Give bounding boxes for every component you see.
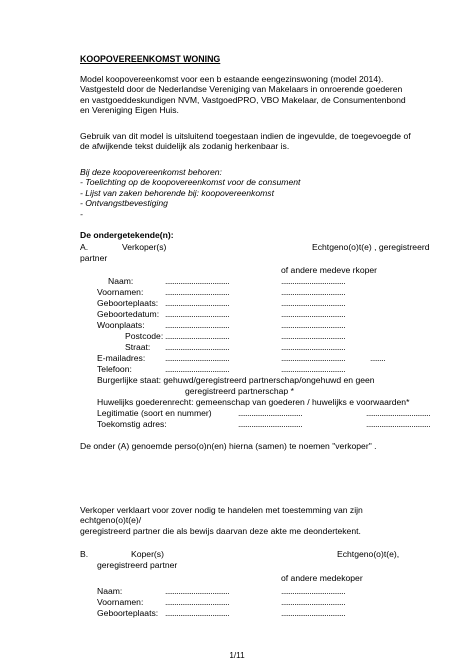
consent-line: geregistreerd partner die als bewijs daarvan deze akte me deondertekent. — [80, 525, 361, 536]
b-fill-line-geboorteplaats-1[interactable]: .................................. — [165, 608, 230, 618]
attachment-item: - Ontvangstbevestiging — [80, 198, 168, 209]
b-field-label-voornamen: Voornamen: — [97, 597, 144, 607]
attachment-item: - — [80, 208, 83, 219]
section-a-partner-label: Echtgeno(o)t(e) , geregistreerd — [312, 242, 430, 252]
field-label-postcode: Postcode: — [125, 331, 164, 341]
civil-status-line1: Burgerlijke staat: gehuwd/geregistreerd partnerschap/ongehuwd en geen — [97, 375, 375, 385]
attachments-list — [80, 167, 420, 219]
intro-line: en vastgoeddeskundigen NVM, VastgoedPRO, VBO Makelaar, de Consumentenbond — [80, 94, 406, 105]
b-fill-line-naam-2[interactable]: .................................. — [281, 586, 346, 596]
fill-line-future-address-2[interactable]: .................................. — [366, 419, 431, 429]
consent-paragraph — [80, 505, 420, 536]
section-a-other-party: of andere medeve rkoper — [281, 265, 378, 275]
b-fill-line-voornamen-2[interactable]: .................................. — [281, 597, 346, 607]
fill-line-naam-2[interactable]: .................................. — [281, 276, 346, 286]
civil-status-line2: geregistreerd partnerschap * — [185, 386, 294, 396]
section-a-partner-cont: partner — [80, 253, 108, 263]
section-a-letter: A. — [80, 242, 89, 252]
fill-line-woonplaats-1[interactable]: .................................. — [165, 320, 230, 330]
future-address-label: Toekomstig adres: — [97, 419, 167, 429]
field-label-telefoon: Telefoon: — [97, 364, 132, 374]
fill-line-geboortedatum-2[interactable]: .................................. — [281, 309, 346, 319]
intro-paragraph — [80, 74, 420, 116]
section-b-party: Koper(s) — [131, 549, 164, 559]
fill-line-geboorteplaats-2[interactable]: .................................. — [281, 298, 346, 308]
id-label: Legitimatie (soort en nummer) — [97, 408, 212, 418]
field-label-straat: Straat: — [125, 342, 151, 352]
section-b-partner-label: Echtgeno(o)t(e), — [337, 549, 400, 559]
fill-line-straat-2[interactable]: .................................. — [281, 342, 346, 352]
b-fill-line-naam-1[interactable]: .................................. — [165, 586, 230, 596]
b-fill-line-voornamen-1[interactable]: .................................. — [165, 597, 230, 607]
fill-line-postcode-2[interactable]: .................................. — [281, 331, 346, 341]
fill-line-emailadres-2[interactable]: .................................. — [281, 353, 346, 363]
field-label-geboorteplaats: Geboorteplaats: — [97, 298, 159, 308]
usage-line: Gebruik van dit model is uitsluitend toegestaan indien de ingevulde, de toegevoegde of — [80, 131, 411, 141]
signatories-heading: De ondergetekende(n): — [80, 230, 174, 240]
usage-line: de afwijkende tekst duidelijk als zodanig herkenbaar is. — [80, 141, 290, 152]
field-label-naam: Naam: — [108, 276, 134, 286]
consent-line: Verkoper verklaart voor zover nodig te handelen met toestemming van zijn — [80, 505, 363, 515]
fill-line-id-2[interactable]: .................................. — [366, 408, 431, 418]
fill-line-naam-1[interactable]: .................................. — [165, 276, 230, 286]
b-field-label-naam: Naam: — [97, 586, 123, 596]
section-a-party: Verkoper(s) — [122, 242, 167, 252]
fill-line-voornamen-1[interactable]: .................................. — [165, 287, 230, 297]
fill-line-telefoon-1[interactable]: .................................. — [165, 364, 230, 374]
intro-line: Model koopovereenkomst voor een b estaande eengezinswoning (model 2014). — [80, 74, 384, 84]
page-number: 1/11 — [229, 651, 245, 660]
document-title: KOOPOVEREENKOMST WONING — [80, 54, 221, 64]
section-b-letter: B. — [80, 549, 89, 559]
field-label-geboortedatum: Geboortedatum: — [97, 309, 160, 319]
b-field-label-geboorteplaats: Geboorteplaats: — [97, 608, 159, 618]
field-label-emailadres: E-mailadres: — [97, 353, 146, 363]
seller-designation: De onder (A) genoemde perso(o)n(en) hierna (samen) te noemen "verkoper" . — [80, 441, 377, 451]
fill-line-telefoon-2[interactable]: .................................. — [281, 364, 346, 374]
field-label-woonplaats: Woonplaats: — [97, 320, 145, 330]
fill-line-geboortedatum-1[interactable]: .................................. — [165, 309, 230, 319]
fill-line-id-1[interactable]: .................................. — [238, 408, 303, 418]
attachment-item: - Toelichting op de koopovereenkomst voor de consument — [80, 177, 301, 188]
attachment-item: - Lijst van zaken behorende bij: koopovereenkomst — [80, 187, 274, 198]
fill-line-postcode-1[interactable]: .................................. — [165, 331, 230, 341]
usage-paragraph — [80, 131, 420, 152]
attachments-heading: Bij deze koopovereenkomst behoren: — [80, 167, 222, 177]
b-fill-line-geboorteplaats-2[interactable]: .................................. — [281, 608, 346, 618]
field-label-voornamen: Voornamen: — [97, 287, 144, 297]
fill-line-woonplaats-2[interactable]: .................................. — [281, 320, 346, 330]
intro-line: en Vereniging Eigen Huis. — [80, 105, 179, 116]
fill-line-future-address-1[interactable]: .................................. — [238, 419, 303, 429]
fill-line-emailadres-1[interactable]: .................................. — [165, 353, 230, 363]
fill-line-geboorteplaats-1[interactable]: .................................. — [165, 298, 230, 308]
fill-line-straat-1[interactable]: .................................. — [165, 342, 230, 352]
fill-line-voornamen-2[interactable]: .................................. — [281, 287, 346, 297]
fill-line-emailadres-3[interactable]: ........ — [370, 353, 386, 363]
intro-line: Vastgesteld door de Nederlandse Vereniging van Makelaars in onroerende goederen — [80, 84, 403, 95]
section-b-partner-cont: geregistreerd partner — [97, 560, 178, 570]
property-regime: Huwelijks goederenrecht: gemeenschap van goederen / huwelijks e voorwaarden* — [97, 397, 410, 407]
section-b-other-party: of andere medekoper — [281, 573, 363, 583]
consent-line: echtgeno(o)t(e)/ — [80, 515, 142, 526]
